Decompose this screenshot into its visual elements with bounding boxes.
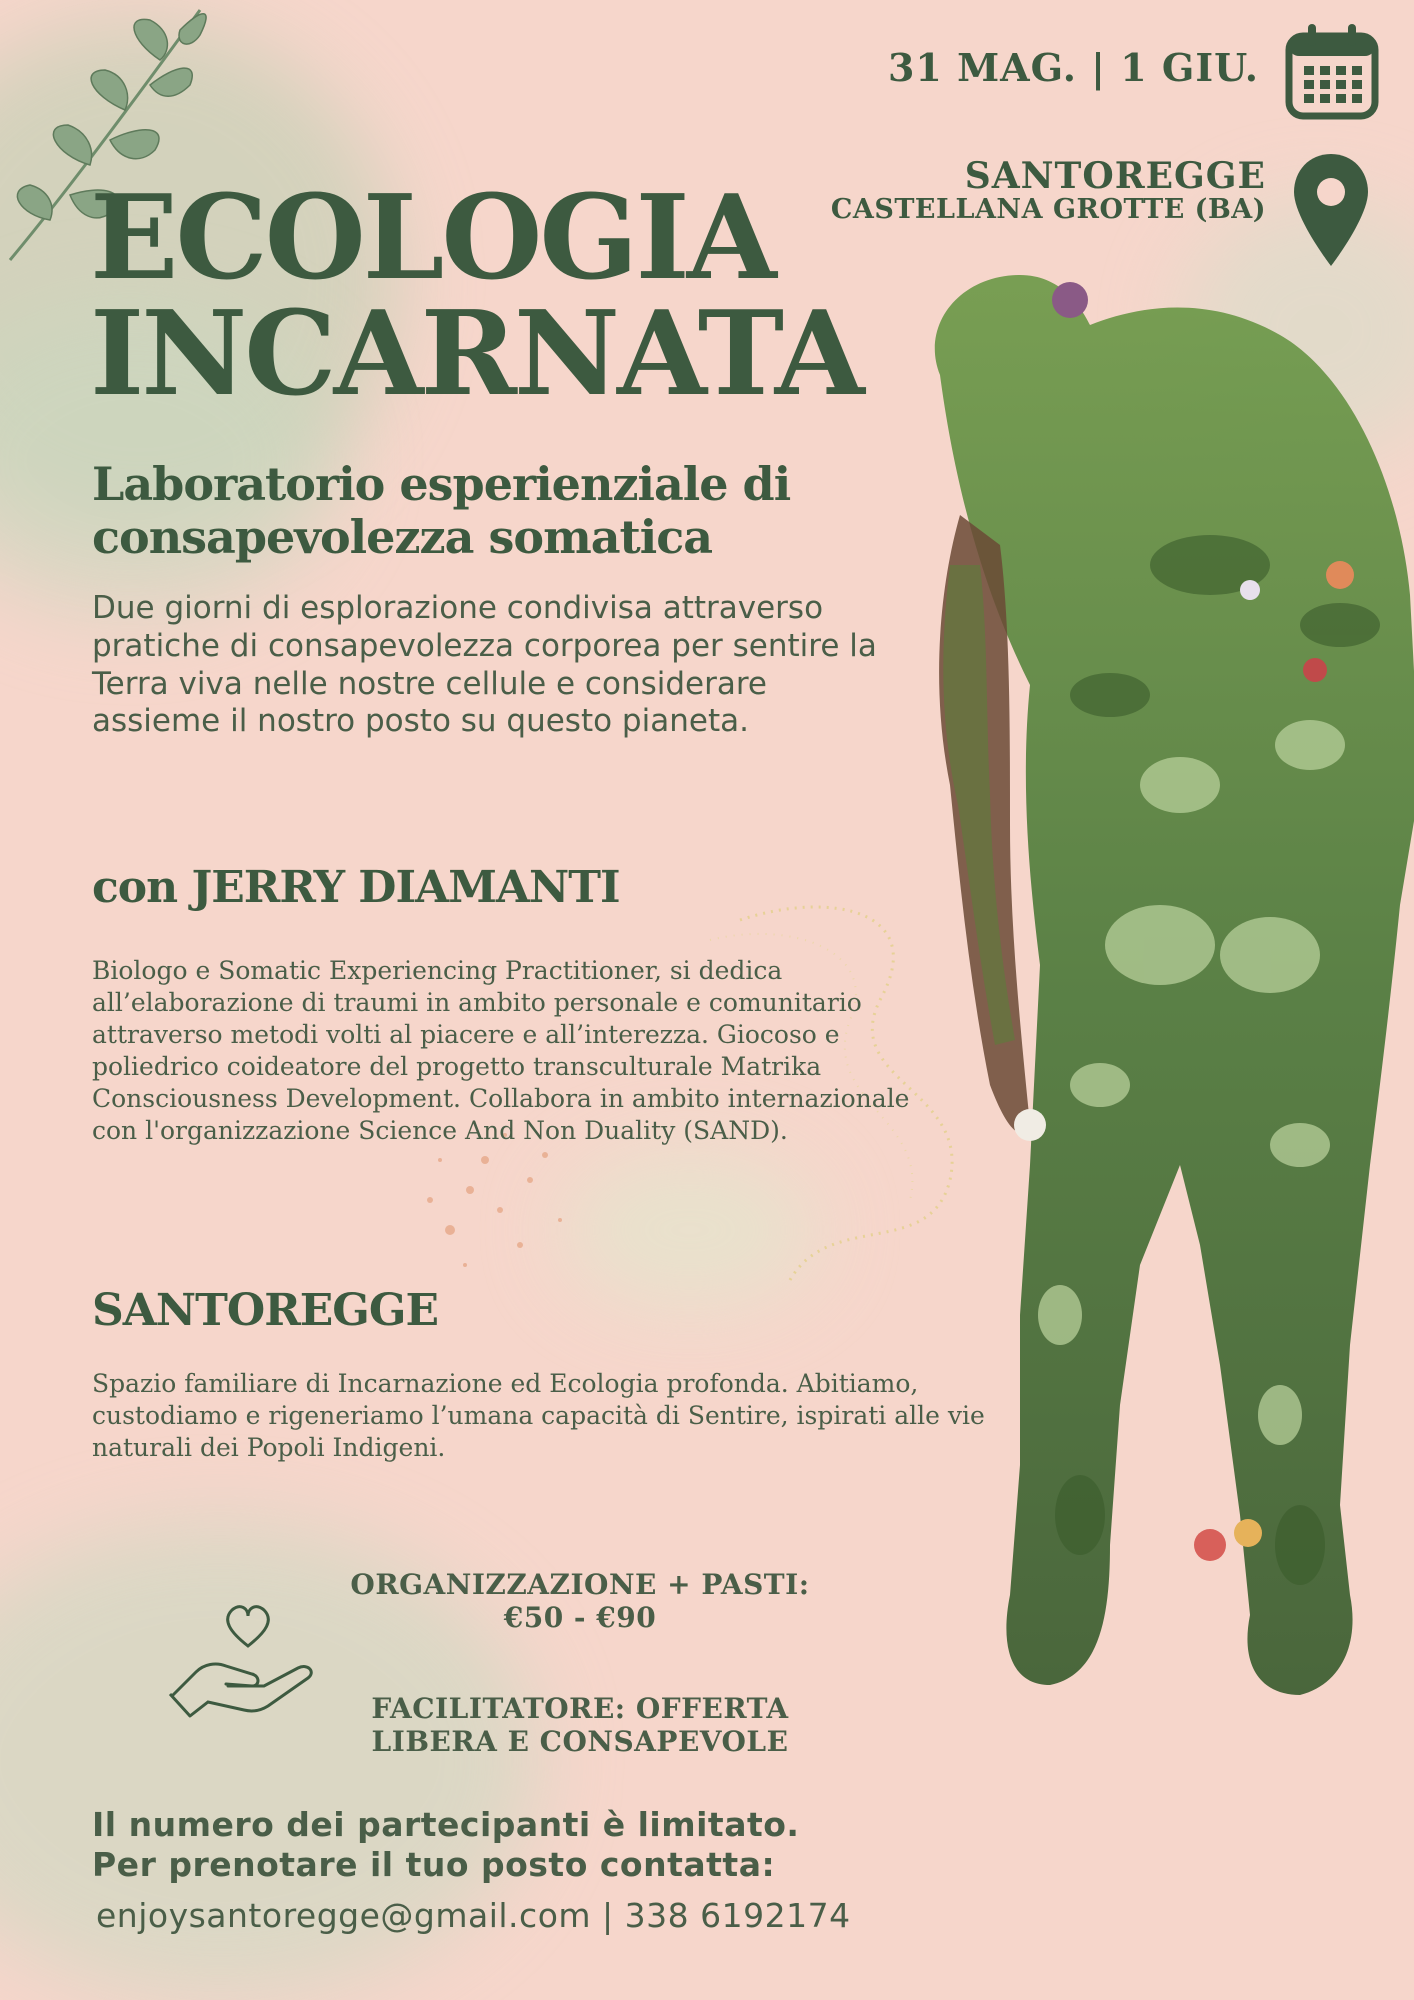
- venue: [830, 155, 1266, 225]
- pricing-org-label: ORGANIZZAZIONE + PASTI:: [350, 1568, 810, 1601]
- contact-info[interactable]: enjoysantoregge@gmail.com | 338 6192174: [96, 1896, 851, 1935]
- event-date: 31 MAG. | 1 GIU.: [887, 45, 1259, 90]
- page-title: [90, 170, 862, 422]
- location-pin-icon: [1292, 152, 1370, 270]
- subtitle: [92, 458, 892, 564]
- pricing-facilitator-line: LIBERA E CONSAPEVOLE: [371, 1725, 789, 1758]
- title-line: ECOLOGIA: [90, 170, 774, 306]
- pricing: [330, 1568, 830, 1758]
- calendar-icon: [1284, 22, 1380, 122]
- venue-place: CASTELLANA GROTTE (BA): [830, 193, 1266, 225]
- subtitle-line: Laboratorio esperienziale di: [92, 457, 791, 511]
- participants-note-line: Per prenotare il tuo posto contatta:: [92, 1845, 776, 1885]
- botanical-figure-illustration: [880, 265, 1414, 1805]
- venue-name: SANTOREGGE: [964, 155, 1266, 197]
- participants-note-line: Il numero dei partecipanti è limitato.: [92, 1805, 800, 1844]
- pricing-facilitator-line: FACILITATORE: OFFERTA: [371, 1692, 789, 1725]
- santoregge-description: Spazio familiare di Incarnazione ed Ecologia profonda. Abitiamo, custodiamo e rigeneriamo l’umana capacità di Sentire, ispirati alle vie naturali dei Popoli Indigeni.: [92, 1369, 985, 1462]
- hand-heart-icon: [168, 1598, 318, 1718]
- participants-note: [92, 1805, 799, 1886]
- pricing-org-price: €50 - €90: [503, 1601, 657, 1634]
- facilitator-bio: Biologo e Somatic Experiencing Practitioner, si dedica all’elaborazione di traumi in ambito personale e comunitario attraverso metodi volti al piacere e all’interezza. Giocoso e poliedrico coideatore del progetto transculturale Matrika Consciousness Development. Collabora in ambito internazionale con l'organizzazione Science And Non Duality (SAND).: [92, 956, 910, 1145]
- title-line: INCARNATA: [90, 286, 862, 422]
- intro-paragraph: Due giorni di esplorazione condivisa attraverso pratiche di consapevolezza corporea per sentire la Terra viva nelle nostre cellule e considerare assieme il nostro posto su questo pianeta.: [92, 590, 877, 740]
- subtitle-line: consapevolezza somatica: [92, 509, 713, 564]
- santoregge-heading: SANTOREGGE: [92, 1285, 438, 1336]
- facilitator-heading: con JERRY DIAMANTI: [92, 862, 620, 913]
